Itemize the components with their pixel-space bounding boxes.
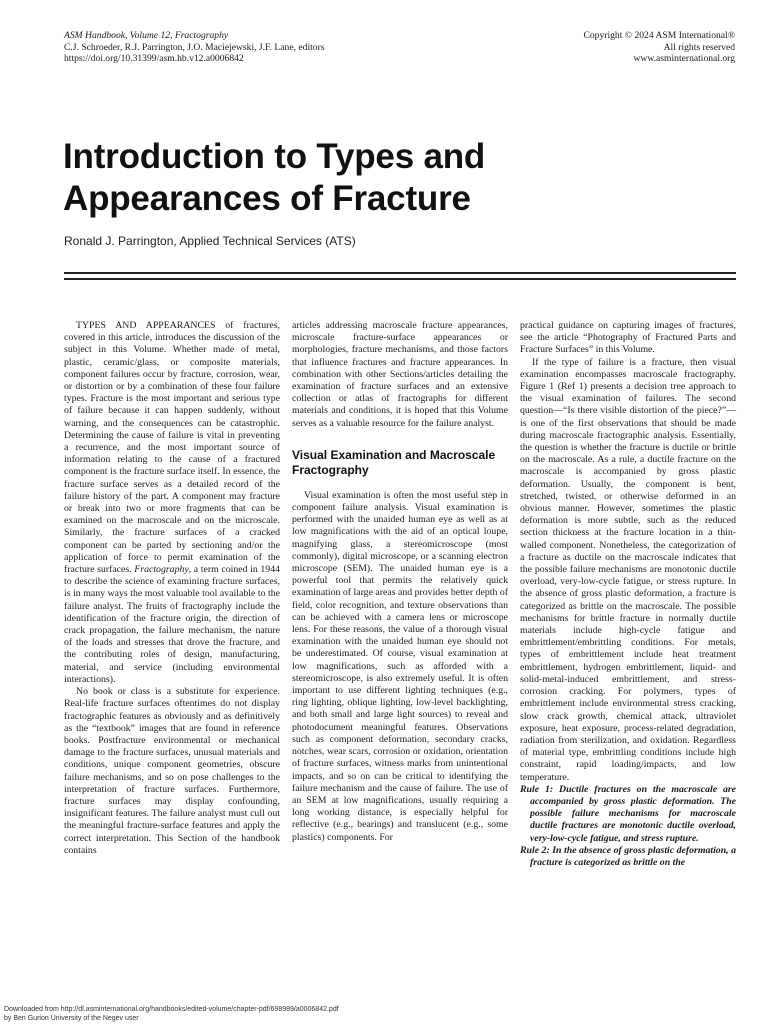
intro-paragraph <box>64 320 280 686</box>
title-rule-bottom <box>64 278 736 280</box>
rights-line: All rights reserved <box>663 41 735 53</box>
header-copyright <box>583 30 735 65</box>
photography-paragraph: practical guidance on capturing images of fractures, see the article “Photography of Fractured Parts and Fracture Surfaces” in this Volume. <box>520 320 736 356</box>
download-user: by Ben Gurion University of the Negev user <box>4 1014 139 1022</box>
doi-link[interactable]: https://doi.org/10.31399/asm.hb.v12.a0006842 <box>64 53 244 65</box>
intro-text-tail: , a term coined in 1944 to describe the science of examining fracture surfaces, is in many ways the most valuable tool available to the failure analyst. The fruits of fractography include the identification of the fracture origin, the direction of crack propagation, the failure mechanism, the nature of the loads and stresses that drove the fracture, and the contributing roles of design, manufacturing, material, and service (including environmental interactions). <box>64 564 281 685</box>
visual-examination-paragraph: Visual examination is often the most useful step in component failure analysis. Visual examination is performed with the unaided human eye as well as at low magnifications with the aid of an optical loupe, magnifying glass, a stereomicroscope (most commonly), digital microscope, or a scanning electron microscope (SEM). The unaided human eye is a powerful tool that permits the relatively quick examination of large areas and provides better depth of field, color recognition, and texture observations than can be achieved with a camera lens or microscope lens. For these reasons, the value of a thorough visual examination with the unaided human eye should not be underestimated. Of course, visual examination at low magnifications, such as afforded with a stereomicroscope, is also extremely useful. It is often important to use different lighting techniques (e.g., ring lighting, oblique lighting, low-level backlighting, and both small and large light sources) to reveal and photodocument meaningful features. Observations such as component deformation, secondary cracks, notches, wear scars, corrosion or oxidation, orientation of fracture surfaces, witness marks from unintentional impacts, and so on can be critical to identifying the failure mechanism and the cause of failure. The use of an SEM at low magnifications, usually requiring a long working distance, is especially helpful for reflective (e.g., bearings) and translucent (e.g., some plastics) components. For <box>292 489 508 843</box>
title-line-1: Introduction to Types and <box>63 137 486 176</box>
column-3 <box>520 320 736 869</box>
experience-paragraph: No book or class is a substitute for experience. Real-life fracture surfaces oftentimes do not display fractographic features as obviously and as definitively as the “textbook” images that are found in reference books. Postfracture environmental or mechanical damage to the fracture surfaces, unusual materials and conditions, unique component geometries, obscure failure mechanisms, and so on pose challenges to the interpretation of fracture surfaces. Furthermore, fracture surfaces may display confounding, insignificant features. The failure analyst must cull out the meaningful fracture-surface features and apply the correct interpretation. This Section of the handbook contains <box>64 686 280 856</box>
fracture-type-paragraph: If the type of failure is a fracture, then visual examination encompasses macroscale fractography. Figure 1 (Ref 1) presents a decision tree approach to the visual examination of failures. The second question—“Is there visible distortion of the piece?”—is one of the first observations that should be made during macroscale fractographic analysis. Essentially, the question is whether the fracture is ductile or brittle on the macroscale. As a rule, a ductile fracture on the macroscale is accompanied by gross plastic deformation. Usually, the component is bent, stretched, twisted, or otherwise deformed in an obvious manner. However, sometimes the plastic deformation is more subtle, such as the reduced section thickness at the fracture location in a thin-walled component. Nonetheless, the categorization of a fracture as ductile on the macroscale indicates that the possible failure mechanisms are monotonic ductile overload, very-low-cycle fatigue, or stress rupture. In the absence of gross plastic deformation, a fracture is categorized as brittle on the macroscale. The possible mechanisms for brittle fracture in normally ductile materials include high-cycle fatigue and embrittlement/embrittling conditions. For metals, types of embrittlement include heat treatment embrittlement, hydrogen embrittlement, liquid- and solid-metal-induced embrittlement, and stress-corrosion cracking. For polymers, types of embrittlement include environmental stress cracking, slow crack growth, chemical attack, ultraviolet exposure, heat exposure, process-related degradation, radiation from sterilization, and oxidation. Regardless of material type, embrittling conditions include high constraint, rapid loading/impacts, and low temperature. <box>520 356 736 783</box>
title-line-2: Appearances of Fracture <box>63 179 471 218</box>
section-heading-visual-examination: Visual Examination and Macroscale Fractography <box>292 447 496 477</box>
header-citation <box>64 30 325 65</box>
download-url[interactable]: Downloaded from http://dl.asminternational.org/handbooks/edited-volume/chapter-pdf/698989/a0006842.pdf <box>4 1006 339 1013</box>
column-1 <box>64 320 280 857</box>
website-link[interactable]: www.asminternational.org <box>633 53 735 65</box>
section-summary-paragraph: articles addressing macroscale fracture appearances, microscale fracture-surface appearances or morphologies, fracture mechanisms, and those factors that influence fractures and fracture appearances. In combination with other Sections/articles detailing the examination of fracture surfaces and an extensive collection or atlas of fractographs for different materials and conditions, it is hoped that this Volume serves as a valuable resource for the failure analyst. <box>292 320 508 429</box>
handbook-volume: ASM Handbook, Volume 12, Fractography <box>64 30 229 41</box>
intro-text: TYPES AND APPEARANCES of fractures, covered in this article, introduces the discussion of the subject in this Volume. Whether made of metal, plastic, ceramic/glass, or composite materials, component failures occur by fracture, corrosion, wear, or distortion or by a combination of these four failure types. Fracture is the most important and serious type of failure because it can happen suddenly, without warning, and the consequences can be catastrophic. Determining the cause of failure is vital in preventing a recurrence, and the most important source of information relating to the cause of a fractured component is the fracture surface itself. In essence, the fracture surface serves as a detailed record of the failure history of the part. A component may fracture or break into two or more fragments that can be examined on the macroscale and on the microscale. Similarly, the fracture surfaces of a cracked component can be parted by sectioning and/or the application of force to permit examination of the fracture surfaces. <box>64 320 280 576</box>
download-footer <box>4 1006 339 1023</box>
copyright-line: Copyright © 2024 ASM International® <box>583 30 735 41</box>
editors-line: C.J. Schroeder, R.J. Parrington, J.O. Maciejewski, J.F. Lane, editors <box>64 41 325 53</box>
column-2 <box>292 320 508 844</box>
article-title <box>63 136 703 220</box>
fractography-term: Fractography <box>134 564 189 576</box>
title-rule-top <box>64 272 736 274</box>
rule-1: Rule 1: Ductile fractures on the macroscale are accompanied by gross plastic deformation. The possible failure mechanisms for macroscale ductile fractures are monotonic ductile overload, very-low-cycle fatigue, and stress rupture. <box>520 783 736 844</box>
rule-2: Rule 2: In the absence of gross plastic deformation, a fracture is categorized as brittle on the <box>520 844 736 868</box>
author-line: Ronald J. Parrington, Applied Technical Services (ATS) <box>64 234 356 248</box>
